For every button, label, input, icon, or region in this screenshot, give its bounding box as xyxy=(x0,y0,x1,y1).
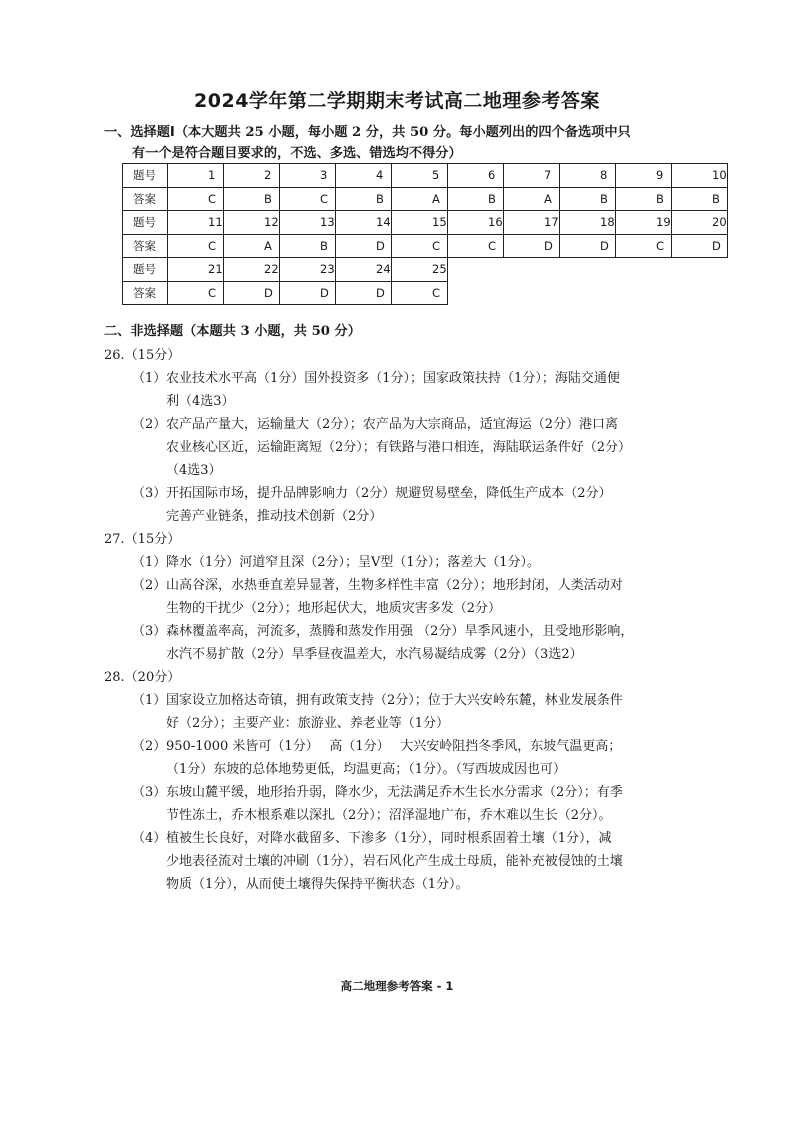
question-number-cell: 10 xyxy=(672,164,728,188)
page-footer: 高二地理参考答案 - 1 xyxy=(340,979,454,993)
answer-cell: C xyxy=(448,234,504,258)
answer-item xyxy=(132,367,702,413)
item-text-line: 完善产业链条，推动技术创新（2分） xyxy=(166,509,383,524)
empty-cell xyxy=(672,258,728,282)
question-number-cell: 12 xyxy=(224,211,280,235)
question-number-cell: 2 xyxy=(224,164,280,188)
question-header: 28.（20分） xyxy=(104,670,181,685)
row-label-question: 题号 xyxy=(123,164,168,188)
question-number-cell: 4 xyxy=(336,164,392,188)
answer-row xyxy=(123,234,728,258)
question-number-cell: 25 xyxy=(392,258,448,282)
item-number: （1） xyxy=(132,371,167,386)
row-label-question: 题号 xyxy=(123,258,168,282)
item-text-line: 节性冻土，乔木根系难以深扎（2分）；沼泽湿地广布，乔木难以生长（2分）。 xyxy=(166,808,612,823)
answer-cell: B xyxy=(616,187,672,211)
item-text-line: 950-1000 米皆可（1分） 高（1分） 大兴安岭阻挡冬季风，东坡气温更高； xyxy=(166,739,622,754)
answer-cell: D xyxy=(336,281,392,305)
question-number-cell: 24 xyxy=(336,258,392,282)
question-number-cell: 13 xyxy=(280,211,336,235)
answer-item xyxy=(132,620,702,666)
answer-item xyxy=(132,413,702,482)
answer-item xyxy=(132,689,702,735)
item-number: （2） xyxy=(132,417,167,432)
section1-note-line1: （本大题共 25 小题，每小题 2 分，共 50 分。每小题列出的四个备选项中只 xyxy=(174,125,631,140)
item-number: （2） xyxy=(132,739,167,754)
question-number-cell: 6 xyxy=(448,164,504,188)
item-text-line: 森林覆盖率高，河流多，蒸腾和蒸发作用强 （2分）旱季风速小，且受地形影响， xyxy=(166,624,634,639)
section1-heading xyxy=(104,122,704,164)
answer-cell: D xyxy=(280,281,336,305)
empty-cell xyxy=(448,281,504,305)
item-number: （3） xyxy=(132,486,167,501)
answer-table xyxy=(122,163,728,305)
answer-item xyxy=(132,574,702,620)
answer-item xyxy=(132,551,702,574)
question-number-row xyxy=(123,164,728,188)
answer-cell: D xyxy=(672,234,728,258)
question-number-cell: 5 xyxy=(392,164,448,188)
section1-lead: 一、选择题Ⅰ xyxy=(104,125,175,140)
question-number-cell: 15 xyxy=(392,211,448,235)
question-number-cell: 21 xyxy=(168,258,224,282)
answer-cell: C xyxy=(168,234,224,258)
item-number: （4） xyxy=(132,831,167,846)
question-number-cell: 1 xyxy=(168,164,224,188)
question-number-cell: 7 xyxy=(504,164,560,188)
answer-row xyxy=(123,281,728,305)
question-number-cell: 3 xyxy=(280,164,336,188)
section2-lead: 二、非选择题 xyxy=(104,324,184,339)
answer-cell: A xyxy=(224,234,280,258)
item-text-line: 农业核心区近，运输距离短（2分）；有铁路与港口相连，海陆联运条件好（2分） xyxy=(166,440,632,455)
item-text-line: 国家设立加格达奇镇，拥有政策支持（2分）；位于大兴安岭东麓，林业发展条件 xyxy=(166,693,623,708)
answer-cell: A xyxy=(504,187,560,211)
item-text-line: 农业技术水平高（1分）国外投资多（1分）；国家政策扶持（1分）；海陆交通便 xyxy=(166,371,620,386)
answer-cell: C xyxy=(280,187,336,211)
answer-cell: D xyxy=(224,281,280,305)
question-number-cell: 19 xyxy=(616,211,672,235)
item-text-line: 物质（1分），从而使土壤得失保持平衡状态（1分）。 xyxy=(166,877,469,892)
answer-cell: B xyxy=(336,187,392,211)
row-label-answer: 答案 xyxy=(123,234,168,258)
item-text-line: 水汽不易扩散（2分）旱季昼夜温差大，水汽易凝结成雾（2分）（3选2） xyxy=(166,647,583,662)
question-number-cell: 20 xyxy=(672,211,728,235)
question-header: 26.（15分） xyxy=(104,348,181,363)
item-text-line: 降水（1分）河道窄且深（2分）；呈V型（1分）；落差大（1分）。 xyxy=(166,555,540,570)
answer-cell: C xyxy=(616,234,672,258)
answer-cell: C xyxy=(168,281,224,305)
empty-cell xyxy=(504,258,560,282)
empty-cell xyxy=(560,258,616,282)
answer-cell: D xyxy=(560,234,616,258)
item-text-line: 农产品产量大，运输量大（2分）；农产品为大宗商品，适宜海运（2分）港口离 xyxy=(166,417,619,432)
answer-cell: C xyxy=(168,187,224,211)
empty-cell xyxy=(672,281,728,305)
section1-note-line2: 有一个是符合题目要求的，不选、多选、错选均不得分） xyxy=(132,146,462,161)
question-number-cell: 22 xyxy=(224,258,280,282)
question-number-cell: 18 xyxy=(560,211,616,235)
question-number-cell: 11 xyxy=(168,211,224,235)
answer-row xyxy=(123,187,728,211)
answer-cell: B xyxy=(448,187,504,211)
empty-cell xyxy=(616,281,672,305)
item-text-line: 植被生长良好，对降水截留多、下渗多（1分），同时根系固着土壤（1分），减 xyxy=(166,831,612,846)
empty-cell xyxy=(504,281,560,305)
question-header: 27.（15分） xyxy=(104,532,181,547)
item-text-line: （4选3） xyxy=(166,463,222,478)
question-number-cell: 9 xyxy=(616,164,672,188)
row-label-answer: 答案 xyxy=(123,187,168,211)
item-text-line: （1分）东坡的总体地势更低，均温更高；（1分）。（写西坡成因也可） xyxy=(166,762,567,777)
answer-item xyxy=(132,735,702,781)
item-text-line: 东坡山麓平缓，地形抬升弱，降水少，无法满足乔木生长水分需求（2分）；有季 xyxy=(166,785,623,800)
row-label-question: 题号 xyxy=(123,211,168,235)
answer-item xyxy=(132,482,702,528)
question-number-cell: 23 xyxy=(280,258,336,282)
item-number: （3） xyxy=(132,624,167,639)
item-text-line: 山高谷深，水热垂直差异显著，生物多样性丰富（2分）；地形封闭，人类活动对 xyxy=(166,578,623,593)
page-title: 2024学年第二学期期末考试高二地理参考答案 xyxy=(194,90,600,112)
answer-cell: B xyxy=(280,234,336,258)
item-number: （1） xyxy=(132,555,167,570)
item-text-line: 好（2分）；主要产业：旅游业、养老业等（1分） xyxy=(166,716,450,731)
item-number: （2） xyxy=(132,578,167,593)
item-text-line: 开拓国际市场，提升品牌影响力（2分）规避贸易壁垒，降低生产成本（2分） xyxy=(166,486,612,501)
item-number: （1） xyxy=(132,693,167,708)
question-number-cell: 17 xyxy=(504,211,560,235)
answer-cell: C xyxy=(392,281,448,305)
answer-cell: B xyxy=(560,187,616,211)
answer-cell: B xyxy=(672,187,728,211)
question-number-row xyxy=(123,258,728,282)
item-number: （3） xyxy=(132,785,167,800)
empty-cell xyxy=(560,281,616,305)
item-text-line: 利（4选3） xyxy=(166,394,235,409)
answer-cell: C xyxy=(392,234,448,258)
answer-item xyxy=(132,781,702,827)
empty-cell xyxy=(616,258,672,282)
section2-heading xyxy=(104,321,704,342)
answer-cell: D xyxy=(336,234,392,258)
question-number-cell: 14 xyxy=(336,211,392,235)
item-text-line: 生物的干扰少（2分）；地形起伏大，地质灾害多发（2分） xyxy=(166,601,502,616)
section2-note: （本题共 3 小题，共 50 分） xyxy=(183,324,361,339)
question-number-cell: 16 xyxy=(448,211,504,235)
question-number-cell: 8 xyxy=(560,164,616,188)
answer-cell: D xyxy=(504,234,560,258)
answer-cell: A xyxy=(392,187,448,211)
row-label-answer: 答案 xyxy=(123,281,168,305)
empty-cell xyxy=(448,258,504,282)
answer-cell: B xyxy=(224,187,280,211)
answer-item xyxy=(132,827,702,896)
question-number-row xyxy=(123,211,728,235)
item-text-line: 少地表径流对土壤的冲刷（1分），岩石风化产生成土母质，能补充被侵蚀的土壤 xyxy=(166,854,623,869)
